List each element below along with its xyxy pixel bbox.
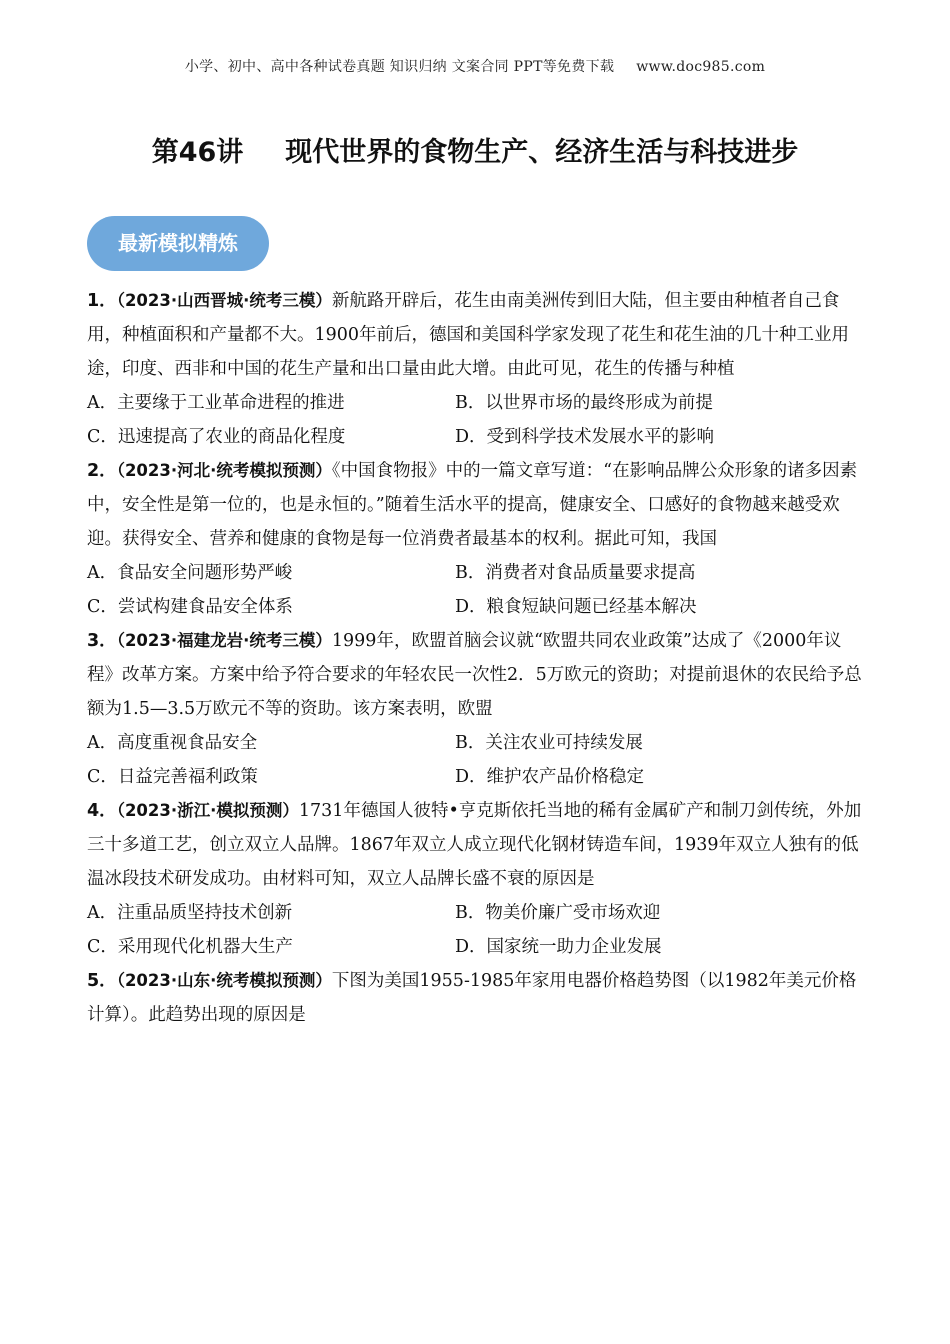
question-source: （2023·山东·统考模拟预测） bbox=[116, 971, 332, 990]
option-b[interactable]: B．消费者对食品质量要求提高 bbox=[455, 563, 696, 583]
page-header bbox=[0, 56, 950, 76]
question-number: 5． bbox=[87, 971, 117, 991]
question-number: 1． bbox=[87, 291, 117, 311]
question-source: （2023·福建龙岩·统考三模） bbox=[116, 631, 332, 650]
option-c[interactable]: C．尝试构建食品安全体系 bbox=[87, 597, 293, 617]
option-b[interactable]: B．关注农业可持续发展 bbox=[455, 733, 643, 753]
options bbox=[87, 556, 863, 624]
option-d[interactable]: D．国家统一助力企业发展 bbox=[455, 937, 662, 957]
option-d[interactable]: D．维护农产品价格稳定 bbox=[455, 767, 645, 787]
question-stem: 下图为美国1955-1985年家用电器价格趋势图（以1982年美元价格计算）。此趋势出现的原因是 bbox=[87, 971, 857, 1025]
question-source: （2023·浙江·模拟预测） bbox=[116, 801, 299, 820]
options bbox=[87, 896, 863, 964]
question-4 bbox=[87, 794, 863, 964]
option-a[interactable]: A．注重品质坚持技术创新 bbox=[87, 903, 293, 923]
question-stem: 《中国食物报》中的一篇文章写道：“在影响品牌公众形象的诸多因素中，安全性是第一位的，也是永恒的。”随着生活水平的提高，健康安全、口感好的食物越来越受欢迎。获得安全、营养和健康的食物是每一位消费者最基本的权利。据此可知，我国 bbox=[87, 461, 858, 549]
question-5 bbox=[87, 964, 863, 1032]
options bbox=[87, 386, 863, 454]
page-title bbox=[0, 130, 950, 169]
option-a[interactable]: A．食品安全问题形势严峻 bbox=[87, 563, 293, 583]
question-source: （2023·河北·统考模拟预测） bbox=[116, 461, 332, 480]
option-a[interactable]: A．高度重视食品安全 bbox=[87, 733, 258, 753]
question-stem: 新航路开辟后，花生由南美洲传到旧大陆，但主要由种植者自己食用，种植面积和产量都不大。1900年前后，德国和美国科学家发现了花生和花生油的几十种工业用途，印度、西非和中国的花生产量和出口量由此大增。由此可见，花生的传播与种植 bbox=[87, 291, 850, 379]
option-d[interactable]: D．粮食短缺问题已经基本解决 bbox=[455, 597, 697, 617]
header-site-link[interactable]: www.doc985.com bbox=[636, 59, 766, 75]
option-c[interactable]: C．采用现代化机器大生产 bbox=[87, 937, 293, 957]
question-list bbox=[87, 284, 863, 1032]
lecture-subject: 现代世界的食物生产、经济生活与科技进步 bbox=[285, 137, 799, 168]
question-number: 3． bbox=[87, 631, 117, 651]
question-3 bbox=[87, 624, 863, 794]
section-label: 最新模拟精炼 bbox=[87, 216, 269, 271]
question-number: 2． bbox=[87, 461, 117, 481]
option-c[interactable]: C．日益完善福利政策 bbox=[87, 767, 258, 787]
question-stem: 1999年，欧盟首脑会议就“欧盟共同农业政策”达成了《2000年议程》改革方案。方案中给予符合要求的年轻农民一次性2．5万欧元的资助；对提前退休的农民给予总额为1.5—3.5万欧元不等的资助。该方案表明，欧盟 bbox=[87, 631, 862, 719]
option-b[interactable]: B．物美价廉广受市场欢迎 bbox=[455, 903, 661, 923]
question-2 bbox=[87, 454, 863, 624]
option-c[interactable]: C．迅速提高了农业的商品化程度 bbox=[87, 427, 346, 447]
question-1 bbox=[87, 284, 863, 454]
question-source: （2023·山西晋城·统考三模） bbox=[116, 291, 332, 310]
option-a[interactable]: A．主要缘于工业革命进程的推进 bbox=[87, 393, 345, 413]
options bbox=[87, 726, 863, 794]
option-b[interactable]: B．以世界市场的最终形成为前提 bbox=[455, 393, 713, 413]
question-number: 4． bbox=[87, 801, 117, 821]
lecture-number: 第46讲 bbox=[151, 137, 244, 168]
question-stem: 1731年德国人彼特•亨克斯依托当地的稀有金属矿产和制刀剑传统，外加三十多道工艺，创立双立人品牌。1867年双立人成立现代化钢材铸造车间，1939年双立人独有的低温冰段技术研发成功。由材料可知，双立人品牌长盛不衰的原因是 bbox=[87, 801, 862, 889]
header-text: 小学、初中、高中各种试卷真题 知识归纳 文案合同 PPT等免费下载 bbox=[184, 59, 615, 75]
option-d[interactable]: D．受到科学技术发展水平的影响 bbox=[455, 427, 715, 447]
